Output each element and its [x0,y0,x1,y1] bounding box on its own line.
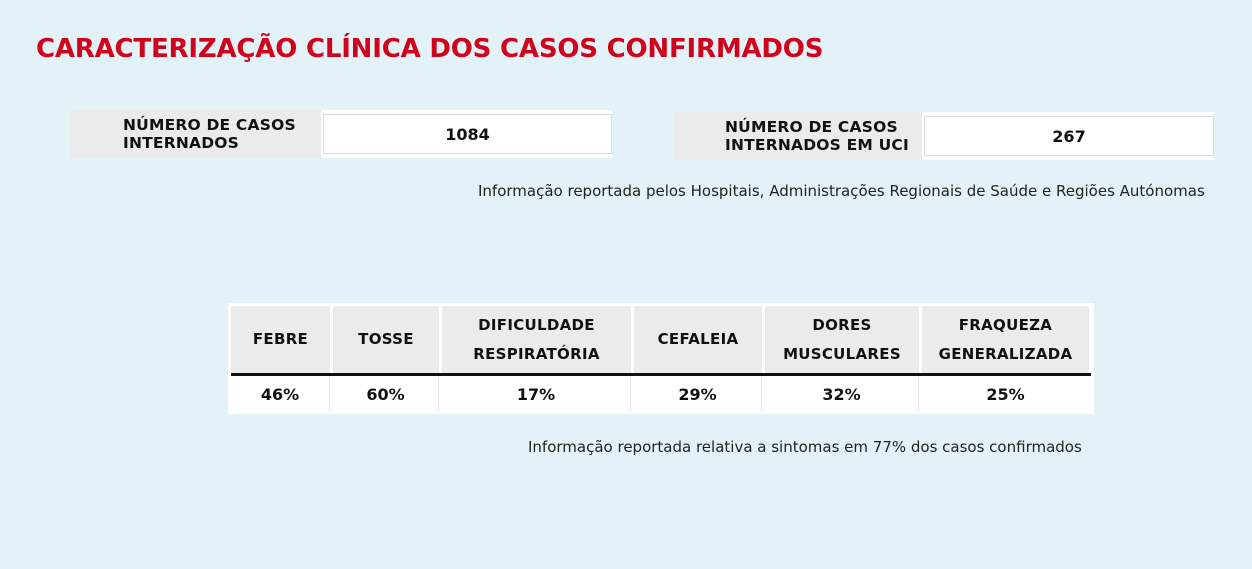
header-text-line1: DORES [812,315,872,334]
icu-cases-value: 267 [924,116,1214,156]
symptom-value-headache: 29% [634,376,762,412]
header-text: FEBRE [252,330,309,348]
hospitalized-cases-box [70,110,612,158]
symptoms-source-note: Informação reportada relativa a sintomas em 77% dos casos confirmados [528,438,1082,456]
icu-label-line1: NÚMERO DE CASOS [725,118,898,136]
hospitalized-cases-label [70,110,321,158]
symptom-value-weakness: 25% [922,376,1089,412]
hospitalized-label-line2: INTERNADOS [123,134,240,152]
symptom-value-breathing-difficulty: 17% [442,376,631,412]
header-text-line1: DIFICULDADE [478,315,595,334]
symptom-header-cough [333,306,439,373]
symptom-header-headache [634,306,762,373]
symptom-value-cough: 60% [333,376,439,412]
header-text-line2: RESPIRATÓRIA [473,344,600,363]
symptoms-values-row [231,376,1091,412]
hospitalized-cases-value: 1084 [323,114,612,154]
symptom-value-muscle-pain: 32% [765,376,919,412]
icu-cases-label [674,112,922,160]
hospitalized-label-line1: NÚMERO DE CASOS [123,116,296,134]
header-text-line1: FRAQUEZA [958,315,1053,334]
symptom-header-breathing-difficulty [442,306,631,373]
hospital-source-note: Informação reportada pelos Hospitais, Administrações Regionais de Saúde e Regiões Autónomas [478,182,1205,200]
header-text-line2: GENERALIZADA [938,344,1073,363]
symptoms-table [228,303,1094,414]
header-text: TOSSE [358,330,414,348]
symptoms-header-row [231,306,1091,376]
icu-cases-box [674,112,1214,160]
symptom-header-fever [231,306,330,373]
header-text: CEFALEIA [657,330,739,348]
page-title: CARACTERIZAÇÃO CLÍNICA DOS CASOS CONFIRMADOS [36,34,824,64]
header-text-line2: MUSCULARES [783,344,901,363]
symptom-header-weakness [922,306,1089,373]
symptom-header-muscle-pain [765,306,919,373]
symptom-value-fever: 46% [231,376,330,412]
icu-label-line2: INTERNADOS EM UCI [725,136,909,154]
